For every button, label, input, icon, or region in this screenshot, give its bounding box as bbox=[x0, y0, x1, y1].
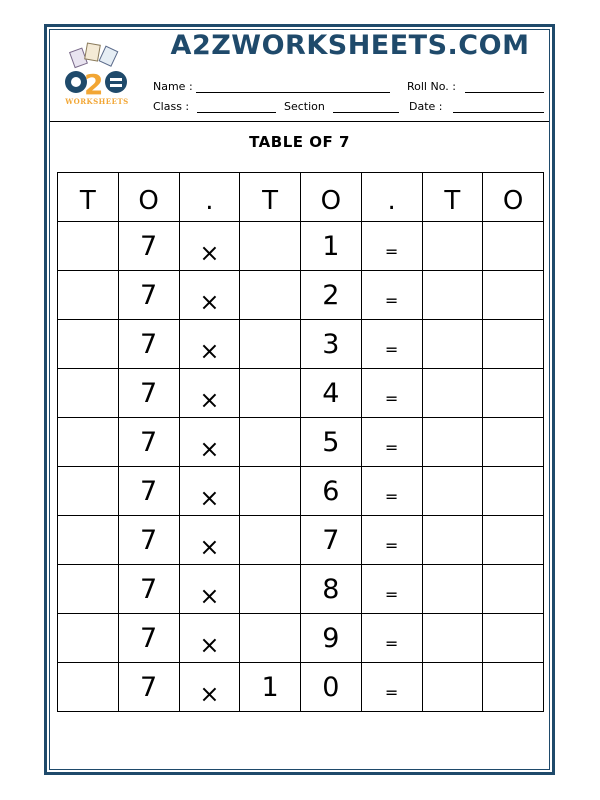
header-row bbox=[58, 173, 544, 222]
cell-value: 9 bbox=[322, 622, 340, 654]
table-cell bbox=[240, 467, 301, 516]
table-cell bbox=[361, 320, 422, 369]
answer-cell[interactable] bbox=[58, 516, 119, 565]
cell-value: 7 bbox=[140, 622, 158, 654]
answer-cell[interactable] bbox=[58, 614, 119, 663]
table-cell bbox=[118, 320, 179, 369]
header-cell: T bbox=[422, 173, 483, 222]
roll-no-field[interactable] bbox=[465, 92, 544, 93]
cell-value: 4 bbox=[322, 377, 340, 409]
equals-sign: = bbox=[384, 535, 399, 555]
table-cell bbox=[301, 565, 362, 614]
table-cell bbox=[361, 369, 422, 418]
page-heading: TABLE OF 7 bbox=[249, 133, 350, 151]
cell-value: 8 bbox=[322, 573, 340, 605]
answer-cell[interactable] bbox=[422, 663, 483, 712]
table-cell bbox=[361, 614, 422, 663]
table-cell bbox=[118, 467, 179, 516]
answer-cell[interactable] bbox=[58, 222, 119, 271]
table-row bbox=[58, 320, 544, 369]
cell-value: 7 bbox=[322, 524, 340, 556]
answer-cell[interactable] bbox=[422, 614, 483, 663]
answer-cell[interactable] bbox=[422, 369, 483, 418]
cell-value: 7 bbox=[140, 279, 158, 311]
table-cell bbox=[301, 320, 362, 369]
multiply-sign: × bbox=[199, 238, 220, 267]
date-field[interactable] bbox=[453, 112, 544, 113]
multiply-sign: × bbox=[199, 532, 220, 561]
multiply-sign: × bbox=[199, 287, 220, 316]
header-divider bbox=[50, 121, 549, 122]
cell-value: 7 bbox=[140, 573, 158, 605]
cell-value: 1 bbox=[261, 671, 279, 703]
multiply-sign: × bbox=[199, 630, 220, 659]
table-cell bbox=[179, 320, 240, 369]
table-cell bbox=[179, 565, 240, 614]
table-cell bbox=[240, 369, 301, 418]
answer-cell[interactable] bbox=[58, 663, 119, 712]
table-cell bbox=[240, 271, 301, 320]
class-label: Class : bbox=[153, 100, 190, 113]
equals-sign: = bbox=[384, 486, 399, 506]
header-cell: . bbox=[179, 173, 240, 222]
answer-cell[interactable] bbox=[483, 369, 544, 418]
answer-cell[interactable] bbox=[58, 418, 119, 467]
answer-cell[interactable] bbox=[422, 320, 483, 369]
section-field[interactable] bbox=[333, 112, 399, 113]
equals-sign: = bbox=[384, 682, 399, 702]
table-cell bbox=[301, 418, 362, 467]
table-cell bbox=[361, 663, 422, 712]
table-cell bbox=[179, 516, 240, 565]
table-cell bbox=[118, 222, 179, 271]
header-cell: O bbox=[118, 173, 179, 222]
answer-cell[interactable] bbox=[483, 418, 544, 467]
table-cell bbox=[301, 516, 362, 565]
equals-sign: = bbox=[384, 388, 399, 408]
table-cell bbox=[118, 565, 179, 614]
table-cell bbox=[240, 565, 301, 614]
cell-value: 7 bbox=[140, 426, 158, 458]
answer-cell[interactable] bbox=[483, 271, 544, 320]
table-cell bbox=[361, 222, 422, 271]
answer-cell[interactable] bbox=[422, 467, 483, 516]
class-field[interactable] bbox=[197, 112, 276, 113]
answer-cell[interactable] bbox=[58, 320, 119, 369]
header-cell: T bbox=[240, 173, 301, 222]
equals-sign: = bbox=[384, 633, 399, 653]
answer-cell[interactable] bbox=[58, 271, 119, 320]
table-row bbox=[58, 418, 544, 467]
header-cell: T bbox=[58, 173, 119, 222]
multiply-sign: × bbox=[199, 581, 220, 610]
table-cell bbox=[301, 467, 362, 516]
answer-cell[interactable] bbox=[483, 516, 544, 565]
multiply-sign: × bbox=[199, 483, 220, 512]
table-cell bbox=[240, 418, 301, 467]
equals-sign: = bbox=[384, 584, 399, 604]
multiply-sign: × bbox=[199, 385, 220, 414]
cell-value: 1 bbox=[322, 230, 340, 262]
answer-cell[interactable] bbox=[422, 418, 483, 467]
multiplication-table bbox=[57, 172, 544, 712]
answer-cell[interactable] bbox=[422, 271, 483, 320]
equals-sign: = bbox=[384, 437, 399, 457]
table-cell bbox=[179, 369, 240, 418]
cell-value: 7 bbox=[140, 230, 158, 262]
header-cell: . bbox=[361, 173, 422, 222]
name-field[interactable] bbox=[196, 92, 390, 93]
table-cell bbox=[179, 418, 240, 467]
table-cell bbox=[240, 614, 301, 663]
table-cell bbox=[361, 516, 422, 565]
answer-cell[interactable] bbox=[483, 565, 544, 614]
table-cell bbox=[118, 271, 179, 320]
table-row bbox=[58, 565, 544, 614]
table-cell bbox=[301, 271, 362, 320]
answer-cell[interactable] bbox=[483, 467, 544, 516]
section-label: Section bbox=[284, 100, 325, 113]
multiply-sign: × bbox=[199, 679, 220, 708]
answer-cell[interactable] bbox=[483, 222, 544, 271]
cell-value: 5 bbox=[322, 426, 340, 458]
table-cell bbox=[179, 271, 240, 320]
table-cell bbox=[118, 418, 179, 467]
table-cell bbox=[240, 320, 301, 369]
table-cell bbox=[301, 222, 362, 271]
table-cell bbox=[240, 222, 301, 271]
table-cell bbox=[301, 614, 362, 663]
table-cell bbox=[361, 418, 422, 467]
svg-text:2: 2 bbox=[84, 68, 104, 101]
answer-cell[interactable] bbox=[58, 565, 119, 614]
table-row bbox=[58, 663, 544, 712]
table-cell bbox=[179, 614, 240, 663]
cell-value: 6 bbox=[322, 475, 340, 507]
answer-cell[interactable] bbox=[483, 320, 544, 369]
table-cell bbox=[118, 369, 179, 418]
answer-cell[interactable] bbox=[422, 222, 483, 271]
equals-sign: = bbox=[384, 241, 399, 261]
header-cell: O bbox=[301, 173, 362, 222]
multiply-sign: × bbox=[199, 434, 220, 463]
table-cell bbox=[118, 663, 179, 712]
cell-value: 3 bbox=[322, 328, 340, 360]
table-cell bbox=[301, 369, 362, 418]
site-title[interactable]: A2ZWORKSHEETS.COM bbox=[170, 30, 530, 61]
table-cell bbox=[179, 222, 240, 271]
a2z-logo bbox=[58, 42, 136, 108]
table-cell bbox=[361, 565, 422, 614]
table-row bbox=[58, 614, 544, 663]
cell-value: 7 bbox=[140, 328, 158, 360]
table-cell bbox=[118, 516, 179, 565]
name-label: Name : bbox=[153, 80, 193, 93]
cell-value: 7 bbox=[140, 671, 158, 703]
cell-value: 7 bbox=[140, 377, 158, 409]
cell-value: 7 bbox=[140, 524, 158, 556]
answer-cell[interactable] bbox=[422, 516, 483, 565]
table-cell bbox=[179, 663, 240, 712]
answer-cell[interactable] bbox=[58, 467, 119, 516]
table-row bbox=[58, 467, 544, 516]
table-cell bbox=[361, 467, 422, 516]
answer-cell[interactable] bbox=[483, 663, 544, 712]
logo-subtext: WORKSHEETS bbox=[65, 97, 129, 106]
cell-value: 0 bbox=[322, 671, 340, 703]
table-cell bbox=[240, 516, 301, 565]
date-label: Date : bbox=[409, 100, 443, 113]
header-cell: O bbox=[483, 173, 544, 222]
cell-value: 2 bbox=[322, 279, 340, 311]
table-cell bbox=[240, 663, 301, 712]
answer-cell[interactable] bbox=[58, 369, 119, 418]
table-row bbox=[58, 369, 544, 418]
roll-no-label: Roll No. : bbox=[407, 80, 456, 93]
table-row bbox=[58, 516, 544, 565]
table-row bbox=[58, 271, 544, 320]
cell-value: 7 bbox=[140, 475, 158, 507]
table-cell bbox=[301, 663, 362, 712]
table-cell bbox=[179, 467, 240, 516]
table-row bbox=[58, 222, 544, 271]
answer-cell[interactable] bbox=[422, 565, 483, 614]
equals-sign: = bbox=[384, 339, 399, 359]
table-cell bbox=[361, 271, 422, 320]
multiply-sign: × bbox=[199, 336, 220, 365]
equals-sign: = bbox=[384, 290, 399, 310]
table-cell bbox=[118, 614, 179, 663]
answer-cell[interactable] bbox=[483, 614, 544, 663]
